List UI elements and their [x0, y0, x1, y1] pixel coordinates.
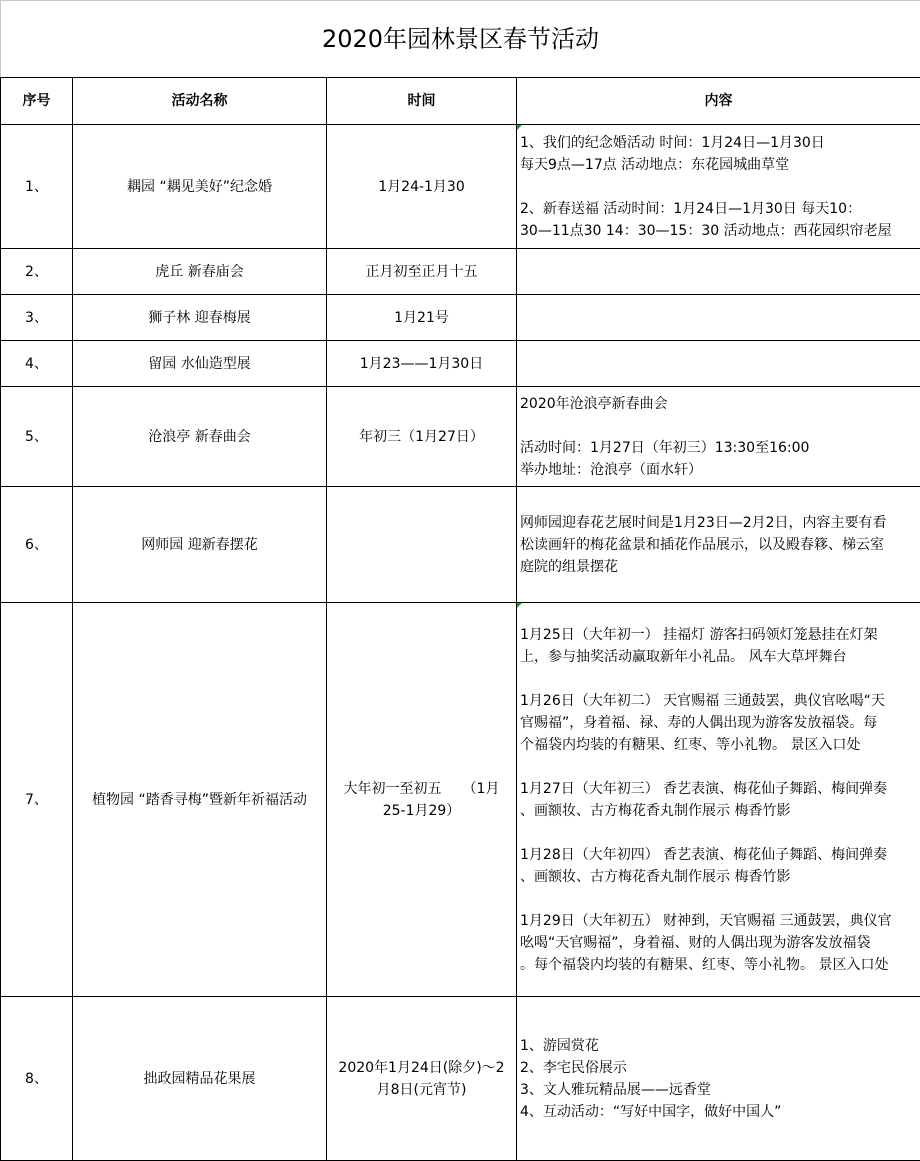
content-line: 3、文人雅玩精品展——远香堂	[520, 1081, 711, 1098]
content-spacer	[520, 415, 920, 437]
header-name: 活动名称	[73, 78, 327, 125]
row-content	[517, 341, 920, 387]
content-line: 1、我们的纪念婚活动 时间：1月24日—1月30日	[520, 134, 825, 151]
content-spacer	[520, 822, 920, 844]
row-content	[517, 125, 920, 249]
time-line: 月8日(元宵节)	[376, 1081, 467, 1098]
row-index: 1、	[1, 125, 73, 249]
table-row	[1, 387, 920, 487]
content-line: 2、李宅民俗展示	[520, 1059, 627, 1076]
row-content	[517, 249, 920, 295]
row-time: 正月初至正月十五	[327, 249, 517, 295]
content-line: 活动时间：1月27日（年初三）13:30至16:00	[520, 439, 810, 456]
row-name: 耦园 “耦见美好”纪念婚	[73, 125, 327, 249]
content-line: 1月29日（大年初五） 财神到，天官赐福 三通鼓罢，典仪官	[520, 912, 892, 929]
row-index: 6、	[1, 487, 73, 603]
row-content	[517, 487, 920, 603]
content-line: 1月26日（大年初二） 天官赐福 三通鼓罢，典仪官吆喝“天	[520, 692, 885, 709]
content-line: 1月25日（大年初一） 挂福灯 游客扫码领灯笼悬挂在灯架	[520, 626, 878, 643]
table-row	[1, 997, 920, 1161]
row-content	[517, 387, 920, 487]
content-line: 庭院的组景摆花	[520, 558, 618, 575]
comment-marker-icon	[517, 125, 522, 130]
table-row	[1, 125, 920, 249]
time-line: 2020年1月24日(除夕)～2	[338, 1059, 505, 1076]
content-line: 、画额妆、古方梅花香丸制作展示 梅香竹影	[520, 868, 791, 885]
content-line: 官赐福”，身着福、禄、寿的人偶出现为游客发放福袋。每	[520, 714, 878, 731]
table-row	[1, 249, 920, 295]
row-content	[517, 295, 920, 341]
content-spacer	[520, 176, 920, 198]
header-content: 内容	[517, 78, 920, 125]
time-line: 25-1月29）	[382, 802, 461, 819]
row-index: 4、	[1, 341, 73, 387]
content-spacer	[520, 888, 920, 910]
content-line: 。每个福袋内均装的有糖果、红枣、等小礼物。 景区入口处	[520, 956, 889, 973]
time-line: 大年初一至初五 （1月	[343, 780, 500, 797]
row-content	[517, 997, 920, 1161]
row-name: 留园 水仙造型展	[73, 341, 327, 387]
content-spacer	[520, 668, 920, 690]
content-line: 1月27日（大年初三） 香艺表演、梅花仙子舞蹈、梅间弹奏	[520, 780, 888, 797]
row-name: 虎丘 新春庙会	[73, 249, 327, 295]
row-time: 年初三（1月27日）	[327, 387, 517, 487]
content-line: 每天9点—17点 活动地点：东花园城曲草堂	[520, 156, 790, 173]
row-name: 狮子林 迎春梅展	[73, 295, 327, 341]
row-index: 5、	[1, 387, 73, 487]
row-name: 植物园 “踏香寻梅”暨新年祈福活动	[73, 603, 327, 997]
row-name: 网师园 迎新春摆花	[73, 487, 327, 603]
row-time: 1月21号	[327, 295, 517, 341]
row-time	[327, 487, 517, 603]
row-time: 1月24-1月30	[327, 125, 517, 249]
header-index: 序号	[1, 78, 73, 125]
content-line: 举办地址：沧浪亭（面水轩）	[520, 461, 702, 478]
row-name: 拙政园精品花果展	[73, 997, 327, 1161]
content-line: 2、新春送福 活动时间：1月24日—1月30日 每天10：	[520, 200, 862, 217]
content-line: 2020年沧浪亭新春曲会	[520, 395, 668, 412]
row-index: 7、	[1, 603, 73, 997]
content-line: 松读画轩的梅花盆景和插花作品展示，以及殿春簃、梯云室	[520, 536, 884, 553]
row-index: 3、	[1, 295, 73, 341]
content-line: 、画额妆、古方梅花香丸制作展示 梅香竹影	[520, 802, 791, 819]
table-row	[1, 295, 920, 341]
row-index: 8、	[1, 997, 73, 1161]
header-row	[1, 78, 920, 125]
content-line: 吆喝“天官赐福”，身着福、财的人偶出现为游客发放福袋	[520, 934, 871, 951]
row-content	[517, 603, 920, 997]
row-name: 沧浪亭 新春曲会	[73, 387, 327, 487]
page-title: 2020年园林景区春节活动	[1, 1, 920, 78]
table-row	[1, 603, 920, 997]
row-index: 2、	[1, 249, 73, 295]
header-time: 时间	[327, 78, 517, 125]
content-line: 1月28日（大年初四） 香艺表演、梅花仙子舞蹈、梅间弹奏	[520, 846, 888, 863]
content-line: 个福袋内均装的有糖果、红枣、等小礼物。 景区入口处	[520, 736, 861, 753]
content-spacer	[520, 756, 920, 778]
content-line: 上，参与抽奖活动赢取新年小礼品。 风车大草坪舞台	[520, 648, 847, 665]
row-time	[327, 997, 517, 1161]
table-row	[1, 341, 920, 387]
comment-marker-icon	[517, 603, 522, 608]
content-line: 4、互动活动：“写好中国字，做好中国人”	[520, 1103, 782, 1120]
row-time: 1月23——1月30日	[327, 341, 517, 387]
content-line: 网师园迎春花艺展时间是1月23日—2月2日，内容主要有看	[520, 514, 887, 531]
content-line: 30—11点30 14：30—15：30 活动地点：西花园织帘老屋	[520, 222, 892, 239]
table-row	[1, 487, 920, 603]
row-time	[327, 603, 517, 997]
content-line: 1、游园赏花	[520, 1037, 599, 1054]
